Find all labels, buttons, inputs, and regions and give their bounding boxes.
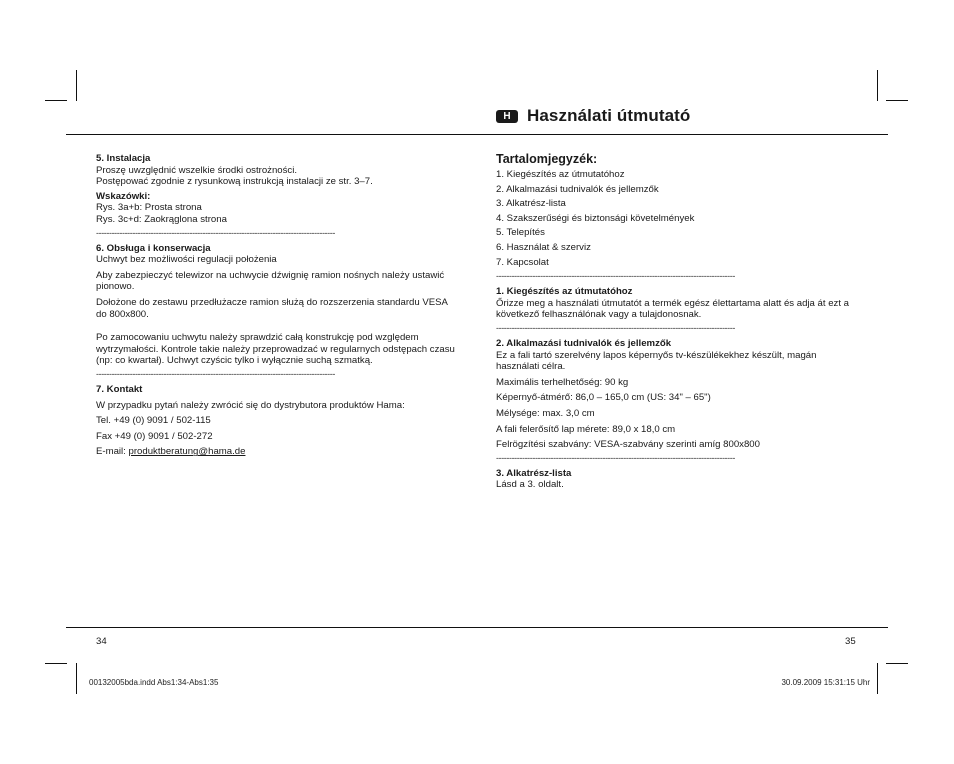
contact-tel: Tel. +49 (0) 9091 / 502-115 <box>96 415 211 427</box>
toc-item: 4. Szakszerűségi és biztonsági követelmények <box>496 212 695 224</box>
section-5-line-1: Proszę uwzględnić wszelkie środki ostrożności. <box>96 164 298 176</box>
toc-item: 5. Telepítés <box>496 227 545 239</box>
section-2-title: 2. Alkalmazási tudnivalók és jellemzők <box>496 337 672 349</box>
tip-2: Rys. 3c+d: Zaokrąglona strona <box>96 213 227 225</box>
separator: -------------------------------------------------------------------------------------------- <box>496 322 735 333</box>
email-label: E-mail: <box>96 446 129 458</box>
section-3-text: Lásd a 3. oldalt. <box>496 479 564 491</box>
crop-mark <box>76 70 77 101</box>
section-7-title: 7. Kontakt <box>96 383 143 395</box>
section-5-title: 5. Instalacja <box>96 153 151 164</box>
spec-wall-plate: A fali felerősítő lap mérete: 89,0 x 18,0 cm <box>496 423 676 435</box>
section-5-line-2: Postępować zgodnie z rysunkową instrukcją instalacji ze str. 3–7. <box>96 176 373 188</box>
separator: -------------------------------------------------------------------------------------------- <box>96 227 335 238</box>
separator: -------------------------------------------------------------------------------------------- <box>96 368 335 379</box>
section-3-title: 3. Alkatrész-lista <box>496 467 572 479</box>
separator: -------------------------------------------------------------------------------------------- <box>496 271 735 282</box>
crop-mark <box>45 663 67 664</box>
tips-title: Wskazówki: <box>96 190 151 202</box>
section-6-para-3: Dołożone do zestawu przedłużacze ramion służą do rozszerzenia standardu VESA do 800x800. <box>96 296 448 320</box>
section-6-para-4: Po zamocowaniu uchwytu należy sprawdzić całą konstrukcję pod względem wytrzymałości. Kontrole takie należy przeprowadzać w regularnych odstępach czasu (np: co kwartał). Uchwyt czyścic tylko i wyłącznie suchą szmatką. <box>96 332 455 367</box>
page-header <box>496 106 690 126</box>
email-link[interactable]: produktberatung@hama.de <box>128 446 246 458</box>
section-1-text: Őrizze meg a használati útmutatót a termék egész élettartama alatt és adja át ezt a következő felhasználónak vagy a tulajdonosnak. <box>496 297 850 321</box>
spec-screen-size: Képernyő-átmérő: 86,0 – 165,0 cm (US: 34" – 65") <box>496 392 711 404</box>
section-2-text: Ez a fali tartó szerelvény lapos képernyős tv-készülékekhez készült, magán használati célra. <box>496 349 817 373</box>
footer-rule <box>66 627 888 628</box>
page-number-left: 34 <box>96 636 107 647</box>
spec-vesa: Felrögzítési szabvány: VESA-szabvány szerinti amíg 800x800 <box>496 439 760 451</box>
section-1-title: 1. Kiegészítés az útmutatóhoz <box>496 286 633 298</box>
spec-depth: Mélysége: max. 3,0 cm <box>496 407 595 419</box>
section-6-para-2: Aby zabezpieczyć telewizor na uchwycie dźwignię ramion nośnych należy ustawić pionowo. <box>96 269 445 293</box>
crop-mark <box>877 70 878 101</box>
separator: -------------------------------------------------------------------------------------------- <box>496 452 735 463</box>
tip-1: Rys. 3a+b: Prosta strona <box>96 202 202 214</box>
spec-max-load: Maximális terhelhetőség: 90 kg <box>496 376 629 388</box>
contact-fax: Fax +49 (0) 9091 / 502-272 <box>96 430 213 442</box>
print-date-info: 30.09.2009 15:31:15 Uhr <box>781 678 870 687</box>
crop-mark <box>886 100 908 101</box>
right-column <box>496 152 852 491</box>
section-6-title: 6. Obsługa i konserwacja <box>96 242 211 254</box>
header-rule <box>66 134 888 135</box>
toc-item: 1. Kiegészítés az útmutatóhoz <box>496 169 625 180</box>
print-file-info: 00132005bda.indd Abs1:34-Abs1:35 <box>89 678 219 687</box>
crop-mark <box>877 663 878 694</box>
crop-mark <box>45 100 67 101</box>
toc-item: 3. Alkatrész-lista <box>496 198 566 210</box>
contact-email-row <box>96 446 456 458</box>
language-badge: H <box>496 110 518 123</box>
page-title: Használati útmutató <box>527 106 691 125</box>
section-7-line-1: W przypadku pytań należy zwrócić się do dystrybutora produktów Hama: <box>96 399 405 411</box>
crop-mark <box>886 663 908 664</box>
toc-item: 2. Alkalmazási tudnivalók és jellemzők <box>496 183 659 195</box>
toc-item: 7. Kapcsolat <box>496 256 549 268</box>
toc-title: Tartalomjegyzék: <box>496 152 598 166</box>
crop-mark <box>76 663 77 694</box>
left-column <box>96 153 456 458</box>
toc-item: 6. Használat & szerviz <box>496 241 591 253</box>
page-number-right: 35 <box>845 636 856 647</box>
section-6-para-1: Uchwyt bez możliwości regulacji położenia <box>96 254 277 266</box>
